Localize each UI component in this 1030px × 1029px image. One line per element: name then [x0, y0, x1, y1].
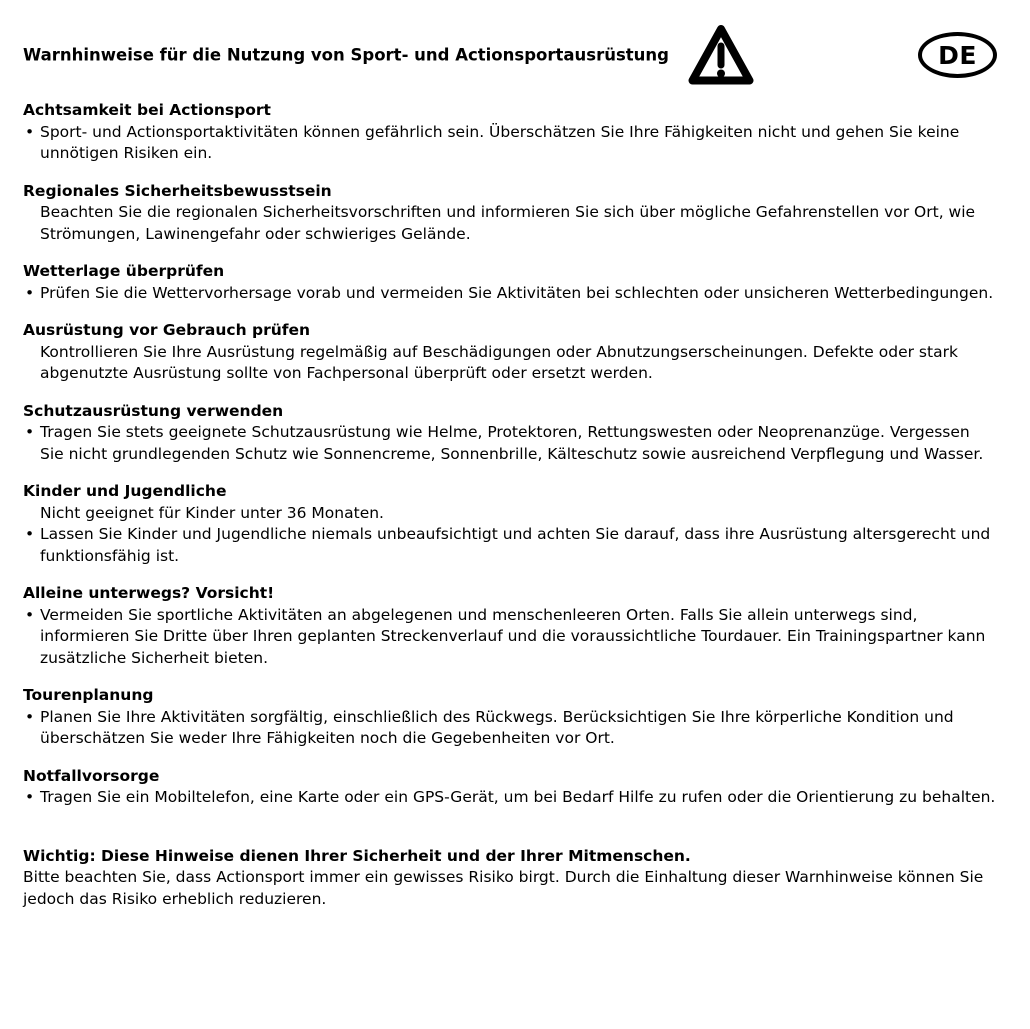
- list-item: [23, 342, 997, 385]
- list-item-text: Lassen Sie Kinder und Jugendliche niemals unbeaufsichtigt und achten Sie darauf, dass ihre Ausrüstung altersgerecht und funktionsfähig ist.: [40, 525, 991, 565]
- important-note-text: Bitte beachten Sie, dass Actionsport immer ein gewisses Risiko birgt. Durch die Einhaltung dieser Warnhinweise können Sie jedoch das Risiko erheblich reduzieren.: [23, 868, 984, 908]
- bullet-icon: •: [25, 423, 35, 441]
- section-heading: Alleine unterwegs? Vorsicht!: [23, 584, 275, 602]
- list-item: [23, 787, 997, 809]
- list-item-text: Prüfen Sie die Wettervorhersage vorab und vermeiden Sie Aktivitäten bei schlechten oder unsicheren Wetterbedingungen.: [40, 283, 994, 302]
- list-item: [23, 524, 997, 567]
- section-heading: Ausrüstung vor Gebrauch prüfen: [23, 321, 311, 339]
- list-item-text: Tragen Sie ein Mobiltelefon, eine Karte oder ein GPS-Gerät, um bei Bedarf Hilfe zu rufen oder die Orientierung zu behalten.: [40, 788, 996, 806]
- section-heading: Tourenplanung: [23, 686, 154, 704]
- important-note: [23, 846, 997, 911]
- section-heading: Schutzausrüstung verwenden: [23, 401, 284, 420]
- list-item: [23, 707, 997, 750]
- list-item-text: Kontrollieren Sie Ihre Ausrüstung regelmäßig auf Beschädigungen oder Abnutzungserscheinungen. Defekte oder stark abgenutzte Ausrüstung sollte von Fachpersonal überprüft oder ersetzt werden.: [40, 342, 958, 382]
- list-item: [23, 202, 997, 245]
- language-badge: [918, 32, 997, 78]
- section-notfallvorsorge: [23, 766, 997, 809]
- list-item-text: Sport- und Actionsportaktivitäten können gefährlich sein. Überschätzen Sie Ihre Fähigkeiten nicht und gehen Sie keine unnötigen Risiken ein.: [40, 122, 960, 162]
- section-regionales: [23, 181, 997, 246]
- list-item-text: Beachten Sie die regionalen Sicherheitsvorschriften und informieren Sie sich über mögliche Gefahrenstellen vor Ort, wie Strömungen, Lawinengefahr oder schwieriges Gelände.: [40, 203, 976, 243]
- bullet-icon: •: [25, 788, 35, 806]
- section-heading: Achtsamkeit bei Actionsport: [23, 101, 271, 119]
- section-kinder: [23, 481, 997, 567]
- list-item: [23, 122, 997, 165]
- list-item: [23, 503, 997, 525]
- section-heading: Wetterlage überprüfen: [23, 262, 225, 280]
- list-item-text: Tragen Sie stets geeignete Schutzausrüstung wie Helme, Protektoren, Rettungswesten oder Neoprenanzüge. Vergessen Sie nicht grundlegenden Schutz wie Sonnencreme, Sonnenbrille, Kälteschutz sowie ausreichend Verpflegung und Wasser.: [40, 423, 984, 463]
- bullet-icon: •: [25, 707, 35, 726]
- language-badge-label: DE: [938, 40, 977, 70]
- list-item: [23, 283, 997, 305]
- section-heading: Regionales Sicherheitsbewusstsein: [23, 181, 332, 200]
- list-item-text: Vermeiden Sie sportliche Aktivitäten an abgelegenen und menschenleeren Orten. Falls Sie allein unterwegs sind, informieren Sie Dritte über Ihren geplanten Streckenverlauf und die voraussichtliche Tourdauer. Ein Trainingspartner kann zusätzliche Sicherheit bieten.: [40, 605, 986, 667]
- bullet-icon: •: [25, 283, 35, 302]
- section-achtsamkeit: [23, 100, 997, 165]
- bullet-icon: •: [25, 525, 35, 543]
- bullet-icon: •: [25, 605, 35, 624]
- section-wetterlage: [23, 261, 997, 304]
- section-alleine: [23, 583, 997, 669]
- page-title: Warnhinweise für die Nutzung von Sport- und Actionsportausrüstung: [23, 45, 669, 65]
- section-tourenplanung: [23, 685, 997, 750]
- list-item: [23, 605, 997, 670]
- list-item-text: Planen Sie Ihre Aktivitäten sorgfältig, einschließlich des Rückwegs. Berücksichtigen Sie Ihre körperliche Kondition und überschätzen Sie weder Ihre Fähigkeiten noch die Gegebenheiten vor Ort.: [40, 707, 954, 747]
- section-heading: Kinder und Jugendliche: [23, 482, 227, 500]
- section-heading: Notfallvorsorge: [23, 766, 160, 785]
- bullet-icon: •: [25, 122, 35, 141]
- list-item-text: Nicht geeignet für Kinder unter 36 Monaten.: [40, 503, 384, 522]
- content: [23, 100, 997, 910]
- header: [23, 23, 997, 87]
- section-schutzausruestung: [23, 401, 997, 466]
- important-note-heading: Wichtig: Diese Hinweise dienen Ihrer Sicherheit und der Ihrer Mitmenschen.: [23, 846, 691, 865]
- section-ausruestung: [23, 320, 997, 385]
- warning-triangle-icon: [688, 23, 754, 87]
- list-item: [23, 422, 997, 465]
